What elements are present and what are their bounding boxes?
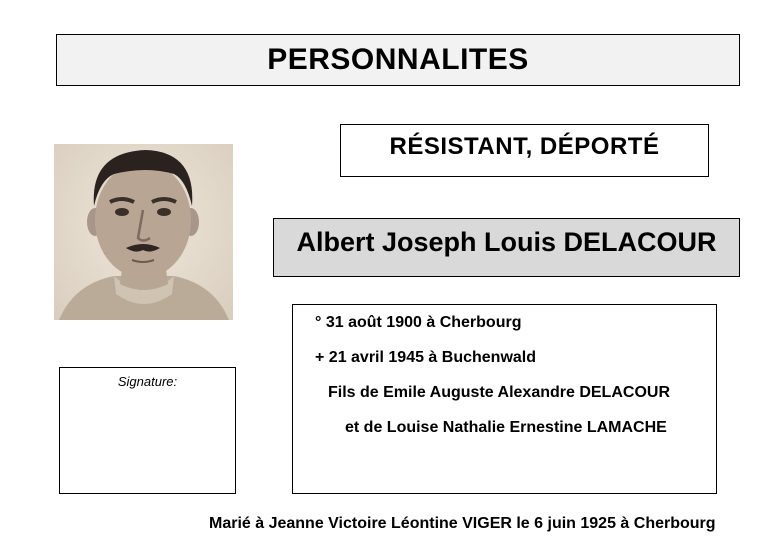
signature-label: Signature:	[117, 374, 178, 389]
portrait-illustration	[54, 144, 233, 320]
person-name: Albert Joseph Louis DELACOUR	[296, 227, 717, 257]
role-box	[340, 124, 709, 177]
name-box	[273, 218, 740, 277]
page-title: PERSONNALITES	[267, 43, 529, 76]
mother-line: et de Louise Nathalie Ernestine LAMACHE	[345, 419, 667, 436]
details-box	[292, 304, 717, 494]
portrait-photo	[54, 144, 233, 320]
marriage-line: Marié à Jeanne Victoire Léontine VIGER le 6 juin 1925 à Cherbourg	[209, 515, 716, 532]
birth-line: ° 31 août 1900 à Cherbourg	[315, 314, 522, 331]
father-line: Fils de Emile Auguste Alexandre DELACOUR	[328, 384, 670, 401]
header-box	[56, 34, 740, 86]
death-line: + 21 avril 1945 à Buchenwald	[315, 349, 537, 366]
signature-box	[59, 367, 236, 494]
role-label: RÉSISTANT, DÉPORTÉ	[389, 132, 660, 160]
